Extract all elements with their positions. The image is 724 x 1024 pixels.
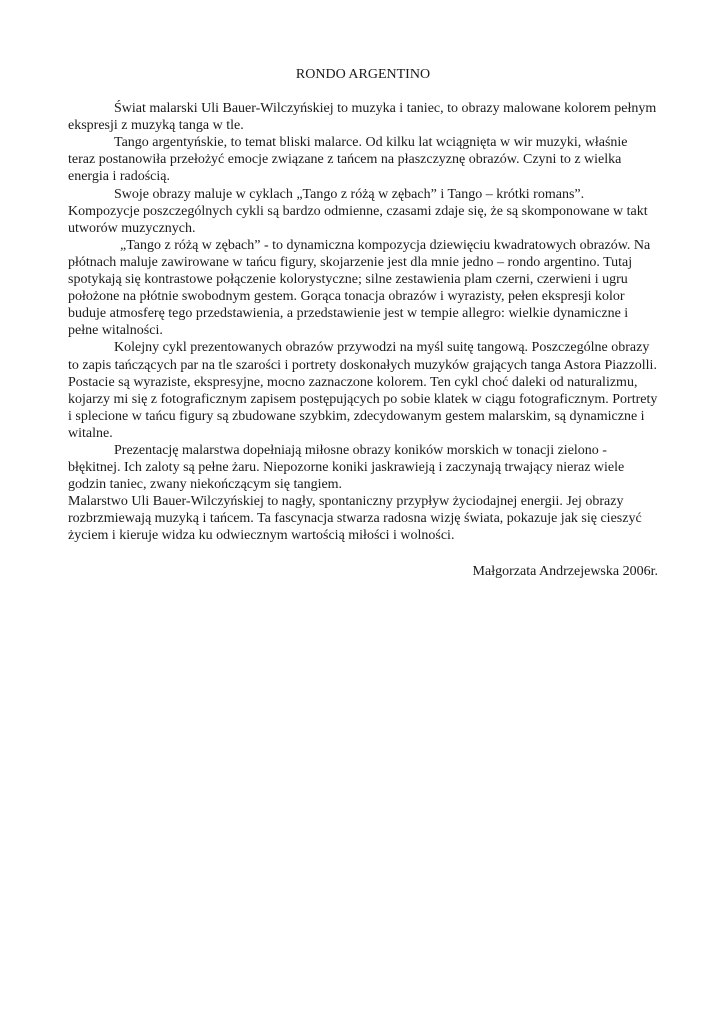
paragraph-7: Malarstwo Uli Bauer-Wilczyńskiej to nagły, spontaniczny przypływ życiodajnej energii. Jej obrazy rozbrzmiewają muzyką i tańcem. Ta fascynacja stwarza radosna wizję świata, pokazuje jak się cieszyć życiem i kieruje widza ku odwiecznym wartością miłości i wolności. — [68, 494, 642, 544]
document-title: RONDO ARGENTINO — [295, 67, 431, 82]
paragraph-4: „Tango z różą w zębach” - to dynamiczna kompozycja dziewięciu kwadratowych obrazów. Na płótnach maluje zawirowane w tańcu figury, skojarzenie jest dla mnie jedno – rondo argentino. Tutaj spotykają się kontrastowe połączenie kolorystyczne; silne zestawienia plam czerni, czerwieni i ugru położone na płótnie swobodnym gestem. Gorąca tonacja obrazów i wyrazisty, pełen ekspresji kolor buduje atmosferę tego przedstawienia, a przedstawienie jest w tempie allegro: wielkie dynamiczne i pełne witalności. — [68, 237, 651, 339]
document-page — [68, 66, 658, 580]
signature: Małgorzata Andrzejewska 2006r. — [472, 563, 658, 579]
paragraph-1: Świat malarski Uli Bauer-Wilczyńskiej to muzyka i taniec, to obrazy malowane kolorem pełnym ekspresji z muzyką tanga w tle. — [68, 101, 657, 134]
paragraph-6: Prezentację malarstwa dopełniają miłosne obrazy koników morskich w tonacji zielono - błękitnej. Ich zaloty są pełne żaru. Niepozorne koniki jaskrawieją i zaczynają trwający nieraz wiele godzin taniec, zwany niekończącym się tangiem. — [68, 442, 625, 493]
paragraph-2: Tango argentyńskie, to temat bliski malarce. Od kilku lat wciągnięta w wir muzyki, właśnie teraz postanowiła przełożyć emocje związane z tańcem na płaszczyznę obrazów. Czyni to z wielka energia i radością. — [68, 135, 628, 185]
paragraph-5: Kolejny cykl prezentowanych obrazów przywodzi na myśl suitę tangową. Poszczególne obrazy to zapis tańczących par na tle szarości i portrety doskonałych muzyków grających tanga Astora Piazzolli. Postacie są wyraziste, ekspresyjne, mocno zaznaczone kolorem. Ten cykl choć daleki od naturalizmu, kojarzy mi się z fotograficznym zapisem postępujących po sobie klatek w ciągu fotograficznym. Portrety i splecione w tańcu figury są zbudowane szybkim, zdecydowanym gestem malarskim, są dynamiczne i witalne. — [68, 340, 658, 441]
paragraph-3: Swoje obrazy maluje w cyklach „Tango z różą w zębach” i Tango – krótki romans”. Kompozycje poszczególnych cykli są bardzo odmienne, czasami zdaje się, że są skomponowane w takt utworów muzycznych. — [68, 186, 648, 236]
